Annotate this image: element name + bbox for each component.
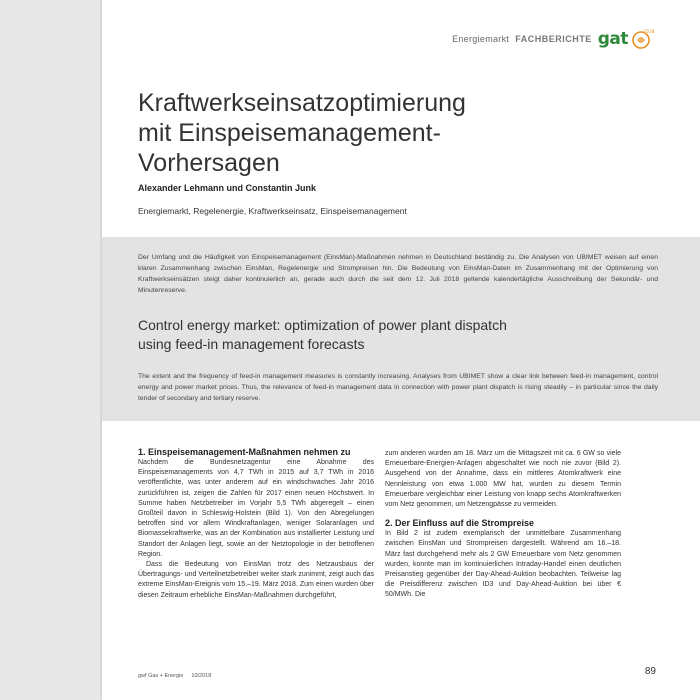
page-footer	[138, 673, 211, 679]
article-authors: Alexander Lehmann und Constantin Junk	[138, 183, 317, 193]
journal-name: gwf Gas + Energie	[138, 673, 184, 679]
logo-text: gat	[597, 29, 628, 49]
page-header	[452, 28, 655, 50]
abstract-box	[102, 237, 700, 421]
title-line-3: Vorhersagen	[138, 149, 280, 177]
logo-mark-icon	[630, 28, 655, 50]
journal-issue: 10/2018	[191, 673, 212, 679]
abstract-german: Der Umfang und die Häufigkeit von Einspeisemanagement (EinsMan)-Maßnahmen nehmen in Deutschland beständig zu. Die Analysen von UBIMET weisen auf einen klaren Zusammenhang zwischen EinsMan, Regelenergie und Strompreisen hin. Die Bedeutung von EinsMan-Daten im Zusammenhang mit der Optimierung von Kraftwerkseinsätzen steigt daher kontinuierlich an, gerade auch durch die seit dem 12. Juli 2018 geltende kalendertägliche Ausschreibung der Sekundär- und Minutenreserve.	[138, 253, 658, 294]
logo-year: 2018	[643, 30, 655, 35]
english-title-line-1: Control energy market: optimization of power plant dispatch	[138, 317, 507, 333]
body-column-right	[385, 449, 621, 601]
title-line-1: Kraftwerkseinsatzoptimierung	[138, 89, 466, 117]
abstract-english: The extent and the frequency of feed-in management measures is constantly increasing. Analyses from UBIMET show a clear link between feed-in management, control energy and power market prices. Thus, the relevance of feed-in management data in connection with power plant dispatch is rising steadily – in particular since the daily tender of secondary and tertiary reserve.	[138, 372, 658, 402]
page-number: 89	[644, 666, 656, 677]
section-1-paragraph-1: Nachdem die Bundesnetzagentur eine Abnahme des Einspeisemanagements von 4,7 TWh in 2015 auf 3,7 TWh in 2016 veröffentlichte, was unter anderem auf ein windschwaches Jahr 2016 zurückführen ist, zeigen die Zahlen für 2017 einen neuen Höchstwert. In Summe haben Netzbetreiber im Vorjahr 5,5 TWh abgeregelt – einen Großteil davon in Schleswig-Holstein (Bild 1). Von den Abregelungen betroffen sind vor allem Windkraftanlagen, weniger Solaranlagen und Biomassekraftwerke, was an der Kombination aus installierter Leistung und Standort der Anlagen liegt, sowie an der Netztopologie in der betroffenen Region.	[138, 459, 374, 558]
section-1-heading: 1. Einspeisemanagement-Maßnahmen nehmen zu	[138, 447, 351, 457]
section-2-heading: 2. Der Einfluss auf die Strompreise	[385, 518, 535, 529]
journal-page	[102, 0, 700, 700]
english-title	[138, 316, 658, 354]
gat-logo	[597, 28, 655, 50]
section-1-paragraph-2: Dass die Bedeutung von EinsMan trotz des Netzausbaus der Übertragungs- und Verteilnetzbetreiber weiter stark zunimmt, zeigt auch das extreme EinsMan-Ereignis vom 15.–19. März 2018. Zum einen wurden über diesen Zeitraum erhebliche EinsMan-Maßnahmen durchgeführt,	[138, 561, 374, 599]
article-title	[138, 88, 618, 178]
section-label: Energiemarkt	[452, 34, 510, 44]
section-1-paragraph-3: zum anderen wurden am 18. März um die Mittagszeit mit ca. 6 GW so viele Erneuerbare-Energien-Anlagen abgeschaltet wie noch nie zuvor (Bild 2). Ausgehend von der Annahme, dass ein mittleres Atomkraftwerk eine Nennleistung von etwa 1.000 MW hat, wurden zu diesem Termin Erneuerbare vergleichbar einer Leistung von knapp sechs Atomkraftwerken vom Netz genommen, um Netzengpässe zu vermeiden.	[385, 450, 621, 509]
category-label: FACHBERICHTE	[515, 34, 592, 44]
title-line-2: mit Einspeisemanagement-	[138, 119, 441, 147]
article-keywords: Energiemarkt, Regelenergie, Kraftwerkseinsatz, Einspeisemanagement	[138, 206, 407, 216]
body-column-left	[138, 447, 374, 601]
english-title-line-2: using feed-in management forecasts	[138, 336, 365, 352]
section-2-paragraph-1: In Bild 2 ist zudem exemplarisch der unmittelbare Zusammenhang zwischen EinsMan und Strompreisen dargestellt. Während am 16.–18. März fast durchgehend mehr als 2 GW Erneuerbare vom Netz genommen wurden, konnte man im kontinuierlichen Intraday-Handel einen deutlichen Preisanstieg gegenüber der Day-Ahead-Auktion beobachten. Teilweise lag die Preisdifferenz zwischen ID3 und Day-Ahead-Auktion bei über € 50/MWh. Die	[385, 530, 621, 599]
